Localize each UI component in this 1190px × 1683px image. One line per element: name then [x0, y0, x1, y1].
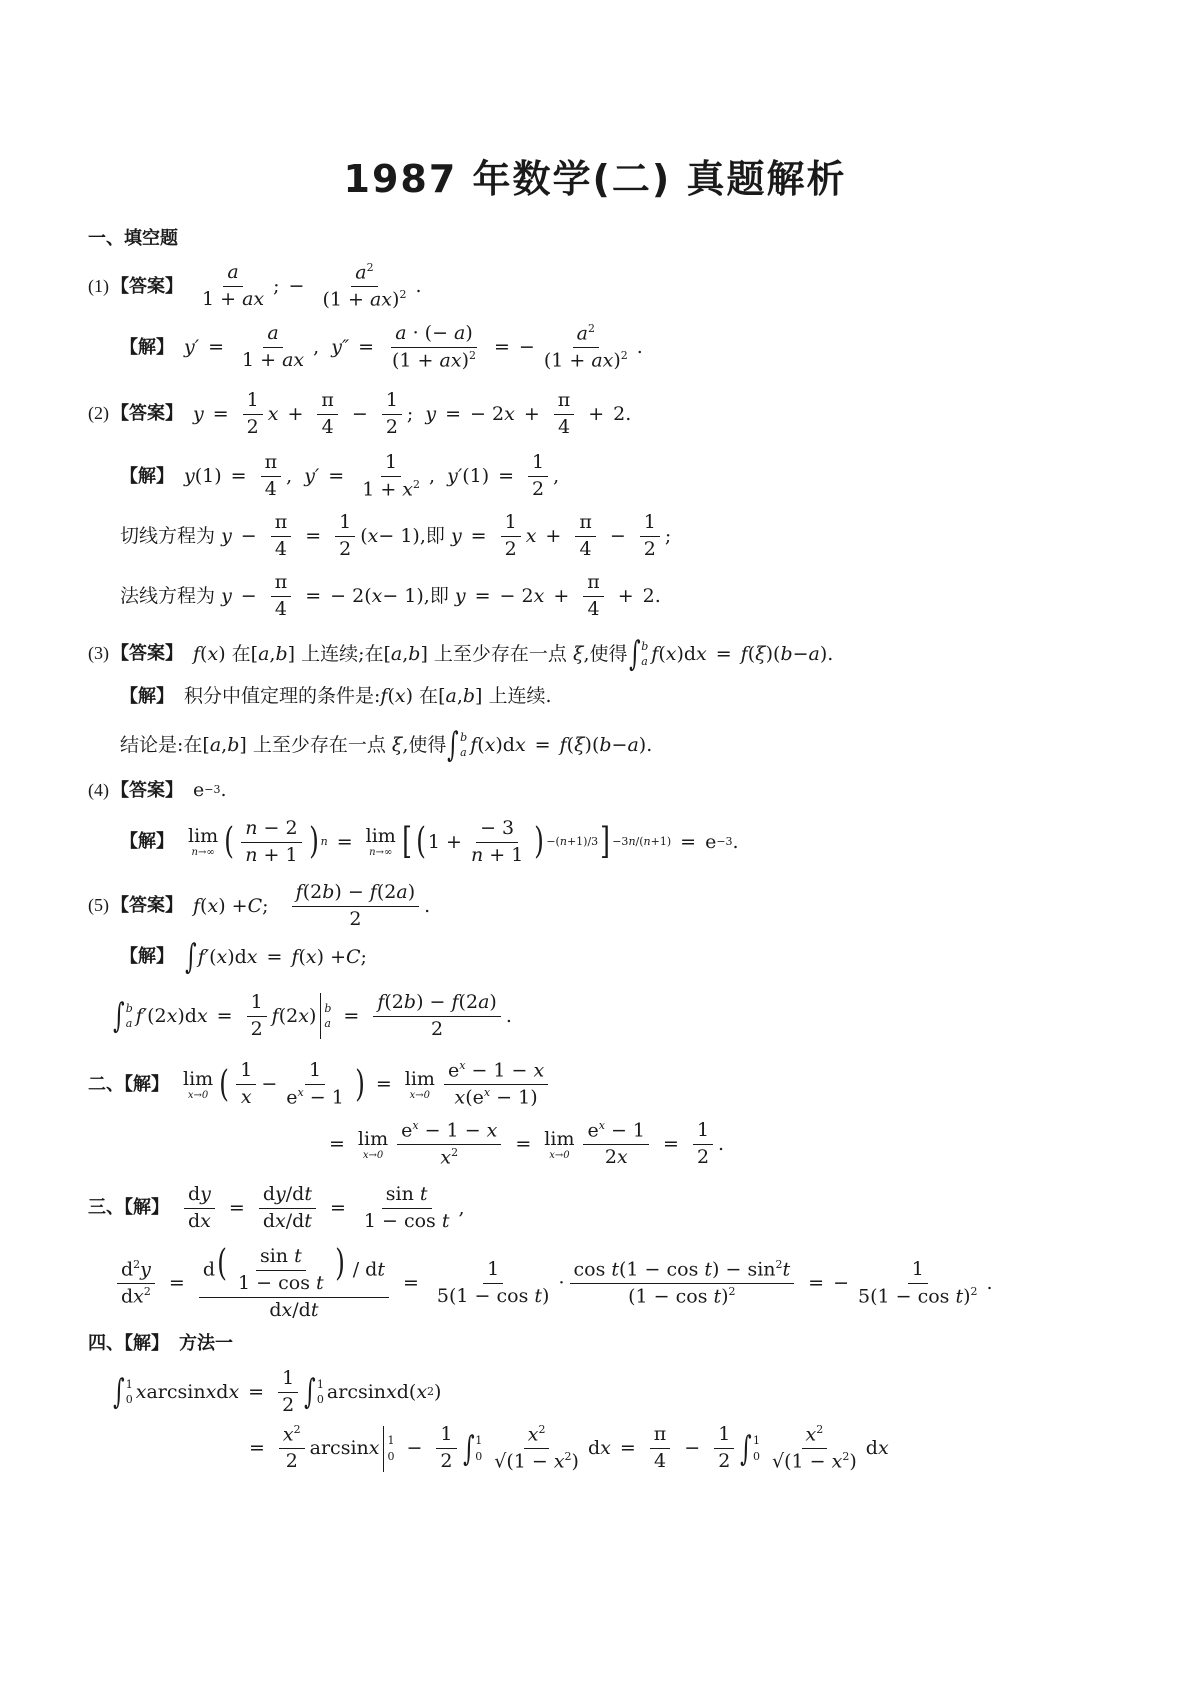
- section-2-cont: = lim x→0 $\frac{e^x - 1 - x}{x^2}$ = lim x→0 $\frac{e^x - 1}{2x}$ = $\frac{1}{2}$ .: [329, 1119, 725, 1169]
- q2-solution: 【解】 y (1) = $\frac{\pi}{4}$ , y′ = $\frac{1}{1 + x^2}$ , y′ (1) = $\frac{1}{2}$ ,: [120, 451, 560, 501]
- page-title: 1987 年数学(二) 真题解析: [343, 157, 847, 201]
- q5-solution: 【解】 ∫ f′ ( x )d x = f ( x ) + C ;: [120, 937, 367, 977]
- q3-answer: (3) 【答案】 f ( x ) 在 [ a , b ] 上连续 ;在 [ a , b ] 上至少存在一点 ξ ,使得 ∫ b a f ( x )d x = f ( ξ )( b − a ).: [88, 634, 834, 674]
- q2-tangent: 切线方程为 y − $\frac{\pi}{4}$ = $\frac{1}{2}$ ( x − 1) ,即 y = $\frac{1}{2}$ x + $\frac{\pi}{4}$ − $\frac{1}{2}$ ;: [120, 511, 672, 560]
- q5-answer: (5) 【答案】 f ( x ) + C ; $\frac{f(2b) - f(2a)}{2}$ .: [88, 881, 431, 930]
- section-4-eq1: ∫ 1 0 x arcsin x d x = $\frac{1}{2}$ ∫ 1 0 arcsin x d( x 2 ): [113, 1367, 442, 1416]
- section-3: 三、【解】 $\frac{dy}{dx}$ = $\frac{dy/dt}{dx/dt}$ = $\frac{\text{sin t}}{\text{1 − cos t}}$ ,: [88, 1183, 465, 1232]
- q1-solution: 【解】 y′ = $\frac{a}{1 + ax}$ , y″ = $\frac{a \cdot (- a)}{(1 + ax)^2}$ = − $\frac{a^2}{(1 + ax)^2}$ .: [120, 322, 643, 372]
- section-4: 四、【解】 方法一: [88, 1333, 233, 1354]
- section-2: 二、【解】 lim x→0 ( $\frac{1}{x}$ − $\frac{1}{e^x - 1}$ ) = lim x→0 $\frac{e^x - 1 - x}{x(e^x - 1)}$: [88, 1060, 553, 1109]
- section-fill-blank: 一、填空题: [88, 228, 178, 249]
- q4-solution: 【解】 lim n→∞ ( $\frac{n - 2}{n + 1}$ ) n = lim n→∞ [ ( 1 + $\frac{- 3}{n + 1}$ ) −(n+1)/3 ] −3n/(n+1) = e −3 .: [120, 817, 739, 866]
- answer-label: 【答案】: [111, 275, 183, 297]
- q3-conclusion: 结论是: 在 [ a , b ] 上至少存在一点 ξ ,使得 ∫ b a f ( x )d x = f ( ξ )( b − a ).: [120, 725, 653, 765]
- section-3-cont: $\frac{d^2y}{dx^2}$ = d( $\frac{\text{sin t}}{\text{1 − cos t}}$ ) / dt dx/dt = $\frac{1}{\text{5(1 − cos t)}}$ · $\frac{\cos t(1 - \cos t) - \sin^2t}{(1 - \cos t)^2}$ = − $\frac{1}{5(1 - \cos t)^2}$ .: [112, 1246, 993, 1322]
- q5-solution-2: ∫ b a f′ (2 x )d x = $\frac{1}{2}$ f (2 x ) b a = $\frac{f(2b) - f(2a)}{2}$ .: [113, 991, 512, 1040]
- q1-answer: (1) 【答案】 $\frac{a}{1 + ax}$ ; − $\frac{a^2}{(1 + ax)^2}$ .: [88, 261, 422, 311]
- q2-answer: (2) 【答案】 y = $\frac{1}{2}$ x + $\frac{\pi}{4}$ − $\frac{1}{2}$ ; y = − 2 x + $\frac{\pi}{4}$ + 2.: [88, 389, 632, 438]
- q3-solution: 【解】 积分中值定理的条件是: f ( x ) 在 [ a , b ] 上连续 .: [120, 685, 552, 707]
- section-4-eq2: = $\frac{x^2}{2}$ arcsin x 1 0 − $\frac{1}{2}$ ∫ 1 0 $\frac{x^2}{√(1 - x^2)}$ d x = $\frac{\pi}{4}$ − $\frac{1}{2}$ ∫ 1 0 $\frac{x^2}{√(1 - x^2)}$ d x: [249, 1423, 889, 1473]
- q4-answer: (4) 【答案】 e −3 .: [88, 779, 227, 801]
- solution-label: 【解】: [120, 336, 174, 358]
- q2-normal: 法线方程为 y − $\frac{\pi}{4}$ = − 2( x − 1) ,即 y = − 2 x + $\frac{\pi}{4}$ + 2.: [120, 571, 661, 620]
